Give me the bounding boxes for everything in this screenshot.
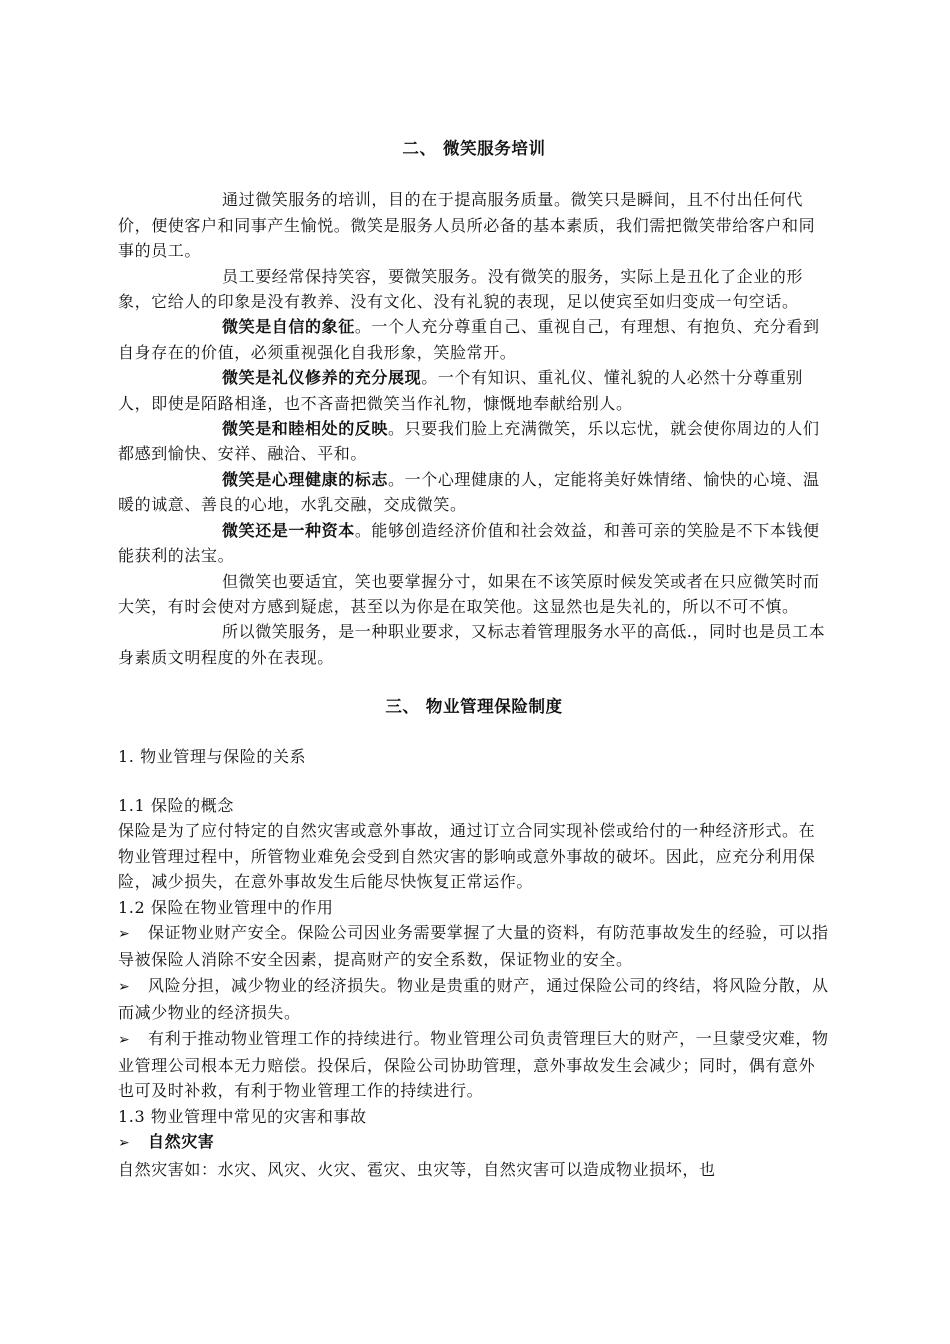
paragraph [118,314,830,365]
section-title-insurance: 三、 物业管理保险制度 [385,697,563,717]
paragraph [118,365,830,416]
paragraph-lead: 微笑是心理健康的标志 [222,469,389,489]
paragraph: 自然灾害如：水灾、风灾、火灾、雹灾、虫灾等，自然灾害可以造成物业损坏，也 [118,1159,716,1179]
subsection-heading: 1.2 保险在物业管理中的作用 [118,897,334,917]
paragraph: 保险是为了应付特定的自然灾害或意外事故，通过订立合同实现补偿或给付的一种经济形式。在物业管理过程中，所管物业难免会受到自然灾害的影响或意外事故的破坏。因此，应充分利用保险，减少损失，在意外事故发生后能尽快恢复正常运作。 [118,821,816,892]
list-item [118,973,830,1026]
list-item-text: 有利于推动物业管理工作的持续进行。物业管理公司负责管理巨大的财产，一旦蒙受灾难，物业管理公司根本无力赔偿。投保后，保险公司协助管理，意外事故发生会减少；同时，偶有意外也可及时补救，有利于物业管理工作的持续进行。 [118,1028,829,1101]
list-item [118,1026,830,1104]
arrow-bullet-icon: ➢ [118,1135,131,1152]
subsection-heading: 1. 物业管理与保险的关系 [118,746,307,766]
arrow-bullet-icon: ➢ [118,978,131,995]
paragraph [118,264,830,315]
paragraph-lead: 微笑是自信的象征 [222,317,355,337]
paragraph-text: 员工要经常保持笑容，要微笑服务。没有微笑的服务，实际上是丑化了企业的形象，它给人的印象是没有教养、没有文化、没有礼貌的表现，足以使宾至如归变成一句空话。 [118,266,804,312]
paragraph-text: 。一个心理健康的人，定能将美好姝情绪、愉快的心境、温暖的诚意、善良的心地，水乳交融，交成微笑。 [118,469,820,515]
paragraph [118,569,830,620]
list-item [118,920,830,973]
list-item-heading [118,1129,830,1156]
paragraph [118,518,830,569]
paragraph-lead: 微笑是礼仪修养的充分展现 [222,368,422,388]
subsection-heading: 1.3 物业管理中常见的灾害和事故 [118,1106,367,1126]
paragraph-text: 。能够创造经济价值和社会效益，和善可亲的笑脸是不下本钱便能获利的法宝。 [118,520,820,566]
paragraph-text: 通过微笑服务的培训，目的在于提高服务质量。微笑只是瞬间，且不付出任何代价，便使客户和同事产生愉悦。微笑是服务人员所必备的基本素质，我们需把微笑带给客户和同事的员工。 [118,190,816,261]
paragraph-text: 所以微笑服务，是一种职业要求，又标志着管理服务水平的高低.，同时也是员工本身素质文明程度的外在表现。 [118,622,826,667]
paragraph [118,619,830,670]
arrow-bullet-icon: ➢ [118,925,131,942]
natural-disaster-heading: 自然灾害 [148,1132,215,1152]
paragraph [118,187,830,263]
paragraph-text: 。一个有知识、重礼仪、懂礼貌的人必然十分尊重别人，即使是陌路相逢，也不吝啬把微笑当作礼物，慷慨地奉献给别人。 [118,368,804,413]
subsection-heading: 1.1 保险的概念 [118,795,234,815]
paragraph-text: 但微笑也要适宜，笑也要掌握分寸，如果在不该笑原时候发笑或者在只应微笑时而大笑，有时会使对方感到疑虑，甚至以为你是在取笑他。这显然也是失礼的，所以不可不慎。 [118,571,820,616]
paragraph-lead: 微笑还是一种资本 [222,520,355,540]
paragraph-text: 。一个人充分尊重自己、重视自己，有理想、有抱负、充分看到自身存在的价值，必须重视强化自我形象，笑脸常开。 [118,317,820,362]
document-body [118,136,830,1182]
list-item-text: 风险分担，减少物业的经济损失。物业是贵重的财产，通过保险公司的终结，将风险分散，从而减少物业的经济损失。 [118,975,829,1023]
section-title-smile-training: 二、 微笑服务培训 [402,139,546,158]
paragraph [118,416,830,467]
paragraph [118,467,830,518]
paragraph-text: 。只要我们脸上充满微笑，乐以忘忧，就会使你周边的人们都感到愉快、安祥、融洽、平和。 [118,419,820,464]
paragraph-lead: 微笑是和睦相处的反映 [222,419,389,439]
list-item-text: 保证物业财产安全。保险公司因业务需要掌握了大量的资料，有防范事故发生的经验，可以指导被保险人消除不安全因素，提高财产的安全系数，保证物业的安全。 [118,922,829,970]
arrow-bullet-icon: ➢ [118,1031,131,1048]
